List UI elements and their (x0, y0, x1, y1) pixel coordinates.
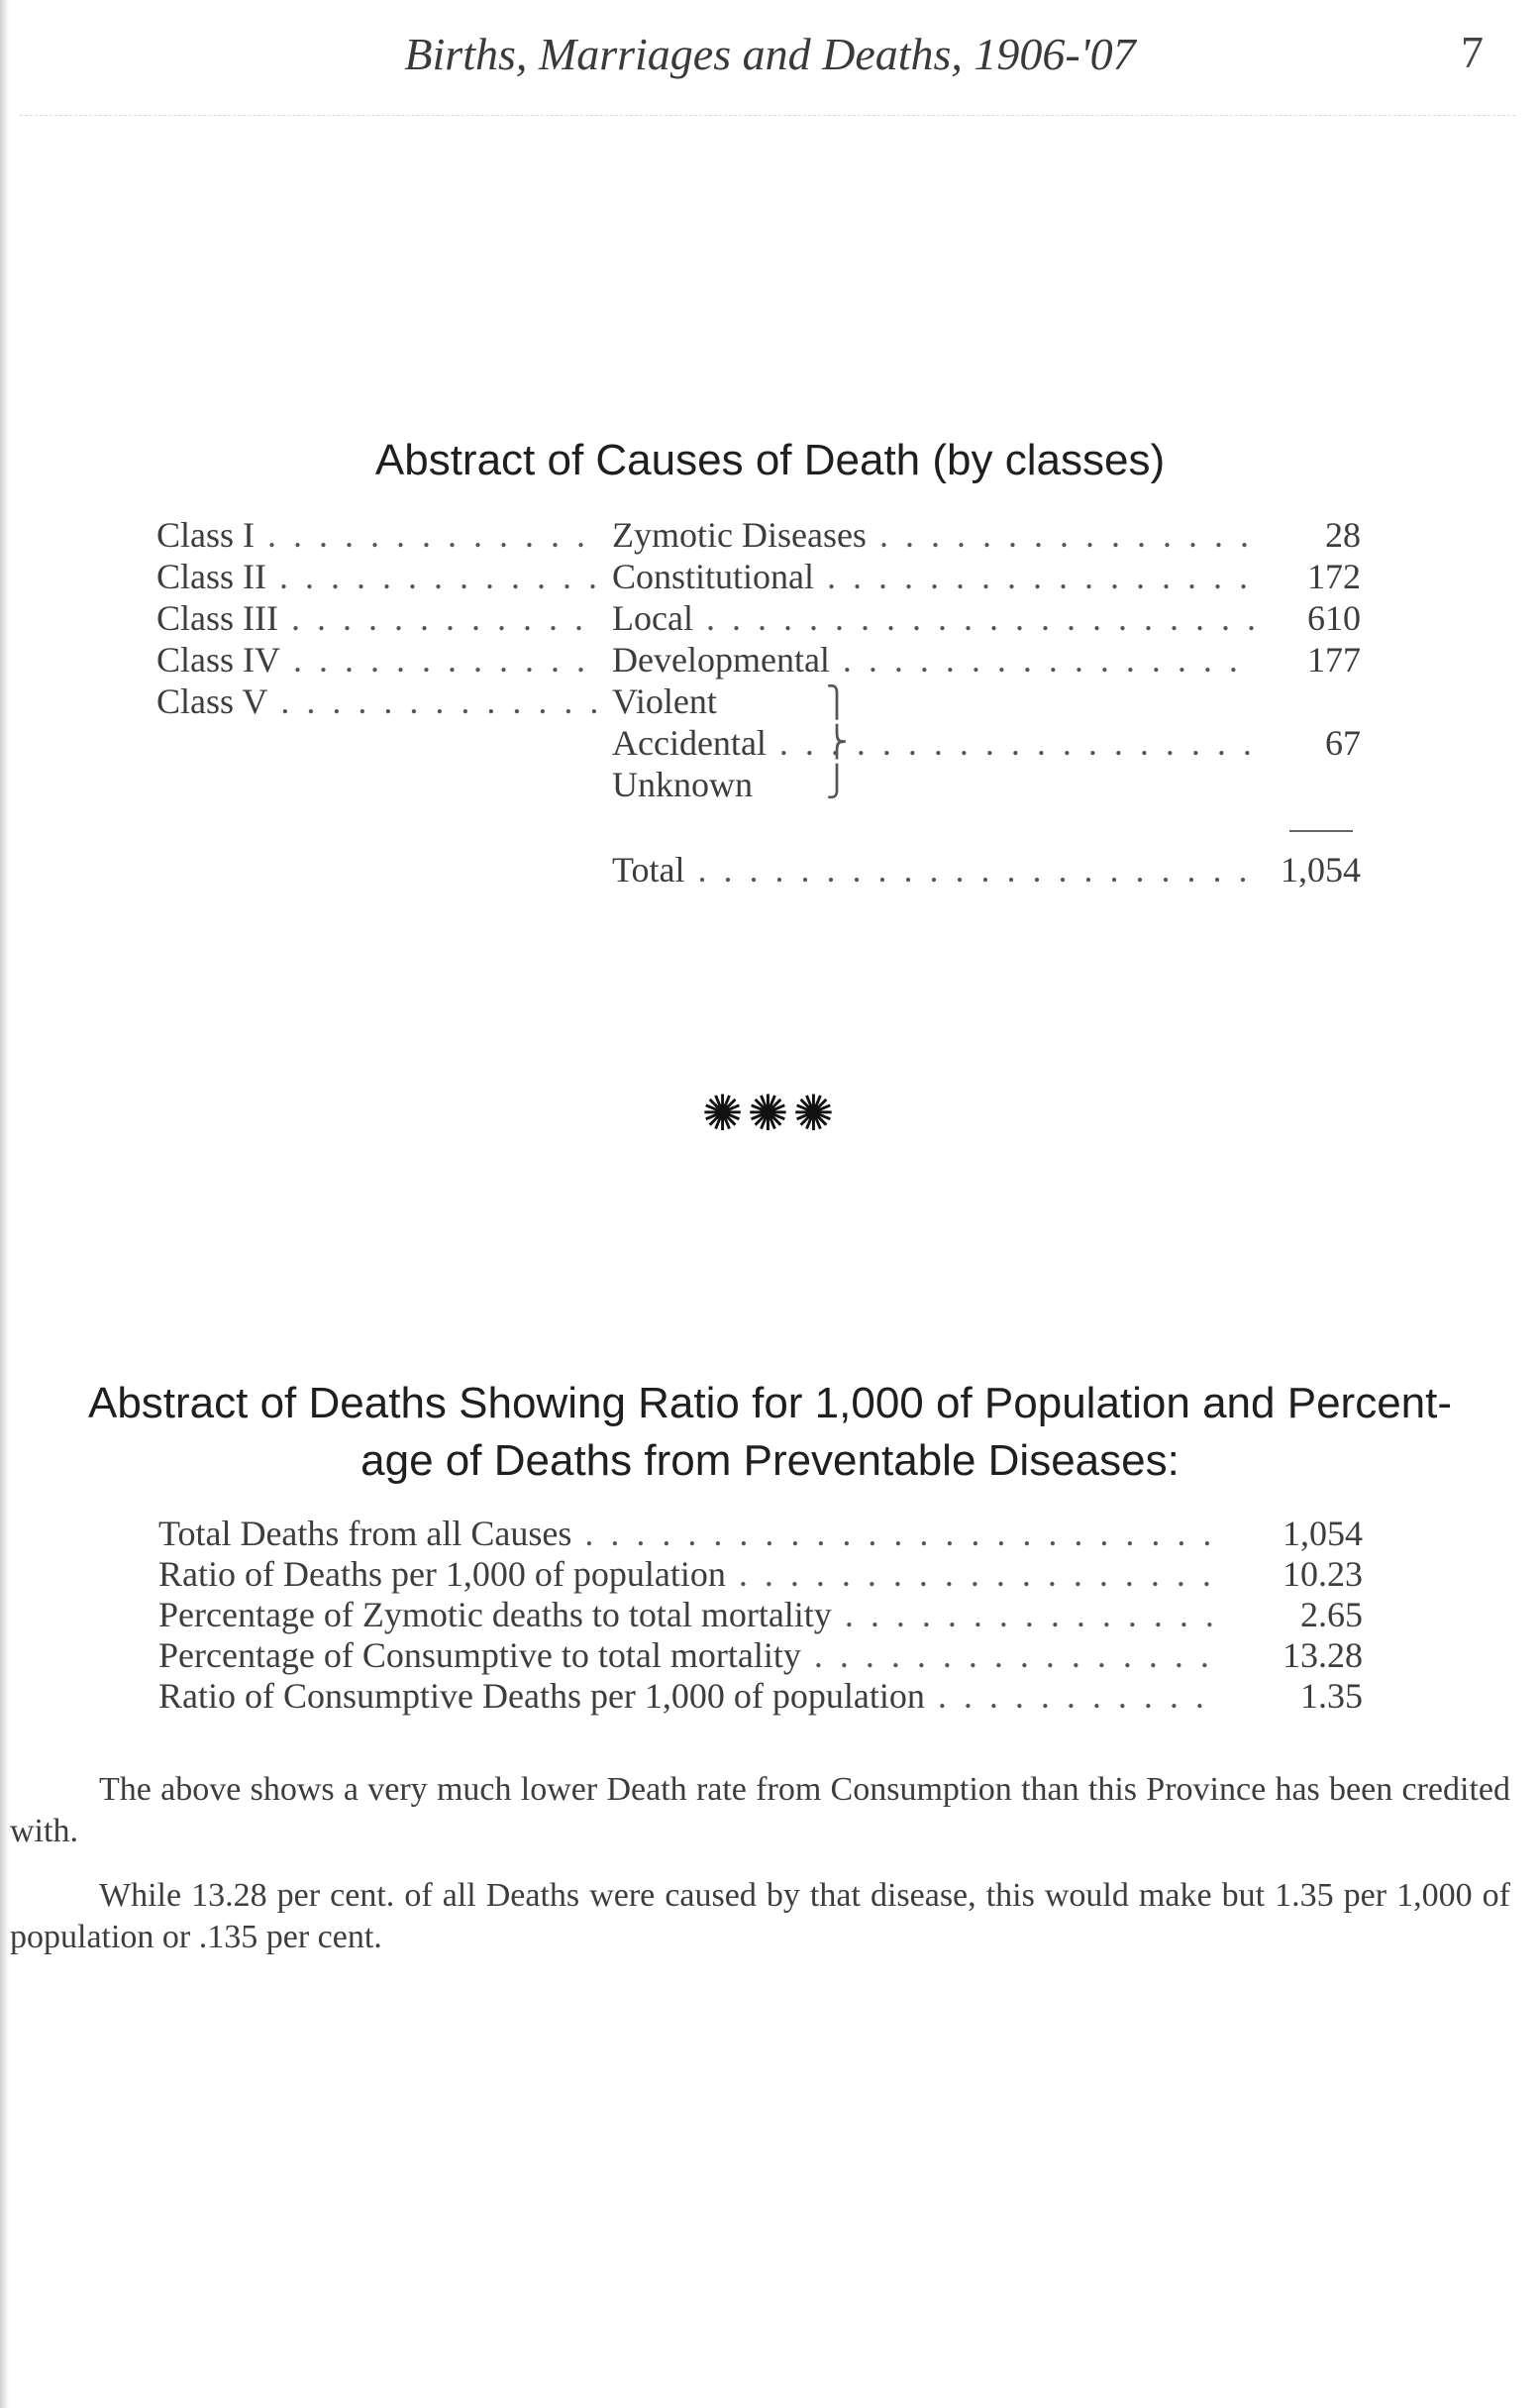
ratio-label: Ratio of Consumptive Deaths per 1,000 of population . . . (158, 1676, 1248, 1716)
class-label: Class II . . . (156, 557, 602, 596)
cause-label: Accidental . . . (612, 723, 1305, 763)
ratio-abstract-title-line1: Abstract of Deaths Showing Ratio for 1,000 of Population and Percent- (87, 1379, 1453, 1427)
cause-label: Developmental . . . (612, 640, 1305, 680)
total-label: Total . . . (612, 850, 1305, 890)
section-ornament: ✺✺✺ (701, 1086, 839, 1141)
class-v-count: 67 (1256, 723, 1361, 763)
class-v-brace: ⎫ ⎬ ⎭ (825, 686, 849, 798)
cause-label: Unknown (612, 765, 753, 804)
class-label: Class III . . . (156, 598, 602, 638)
ratio-value: 13.28 (1218, 1635, 1363, 1675)
cause-count: 172 (1256, 557, 1361, 596)
cause-count: 28 (1256, 515, 1361, 555)
page-number: 7 (1461, 27, 1484, 77)
ratio-value: 1,054 (1218, 1514, 1363, 1553)
ratio-abstract-title-line2: age of Deaths from Preventable Diseases: (360, 1436, 1180, 1485)
ratio-value: 2.65 (1218, 1595, 1363, 1634)
class-label: Class IV . . . (156, 640, 602, 680)
running-header-title: Births, Marriages and Deaths, 1906-'07 (404, 29, 1136, 79)
header-rule (20, 115, 1515, 116)
total-value: 1,054 (1256, 850, 1361, 890)
cause-label: Zymotic Diseases . . . (612, 515, 1305, 555)
body-paragraph: While 13.28 per cent. of all Deaths were caused by that disease, this would make but 1.35 per 1,000 of population or .135 per cent. (10, 1877, 1510, 1955)
class-label: Class V . . . (156, 681, 602, 721)
ratio-label: Percentage of Consumptive to total mortality . . . (158, 1635, 1248, 1675)
cause-label: Violent (612, 681, 717, 721)
ratio-value: 10.23 (1218, 1554, 1363, 1594)
cause-count: 177 (1256, 640, 1361, 680)
ratio-label: Ratio of Deaths per 1,000 of population . . . (158, 1554, 1248, 1594)
causes-abstract-title: Abstract of Causes of Death (by classes) (374, 436, 1166, 484)
sum-rule (1289, 830, 1353, 832)
ratio-label: Percentage of Zymotic deaths to total mortality . . . (158, 1595, 1248, 1634)
cause-label: Constitutional . . . (612, 557, 1305, 596)
page-edge-shadow (0, 0, 10, 2408)
class-label: Class I . . . (156, 515, 602, 555)
ratio-label: Total Deaths from all Causes . . . (158, 1514, 1248, 1553)
cause-count: 610 (1256, 598, 1361, 638)
ratio-value: 1.35 (1218, 1676, 1363, 1716)
cause-label: Local . . . (612, 598, 1305, 638)
body-paragraph: The above shows a very much lower Death rate from Consumption than this Province has been credited with. (10, 1771, 1510, 1849)
